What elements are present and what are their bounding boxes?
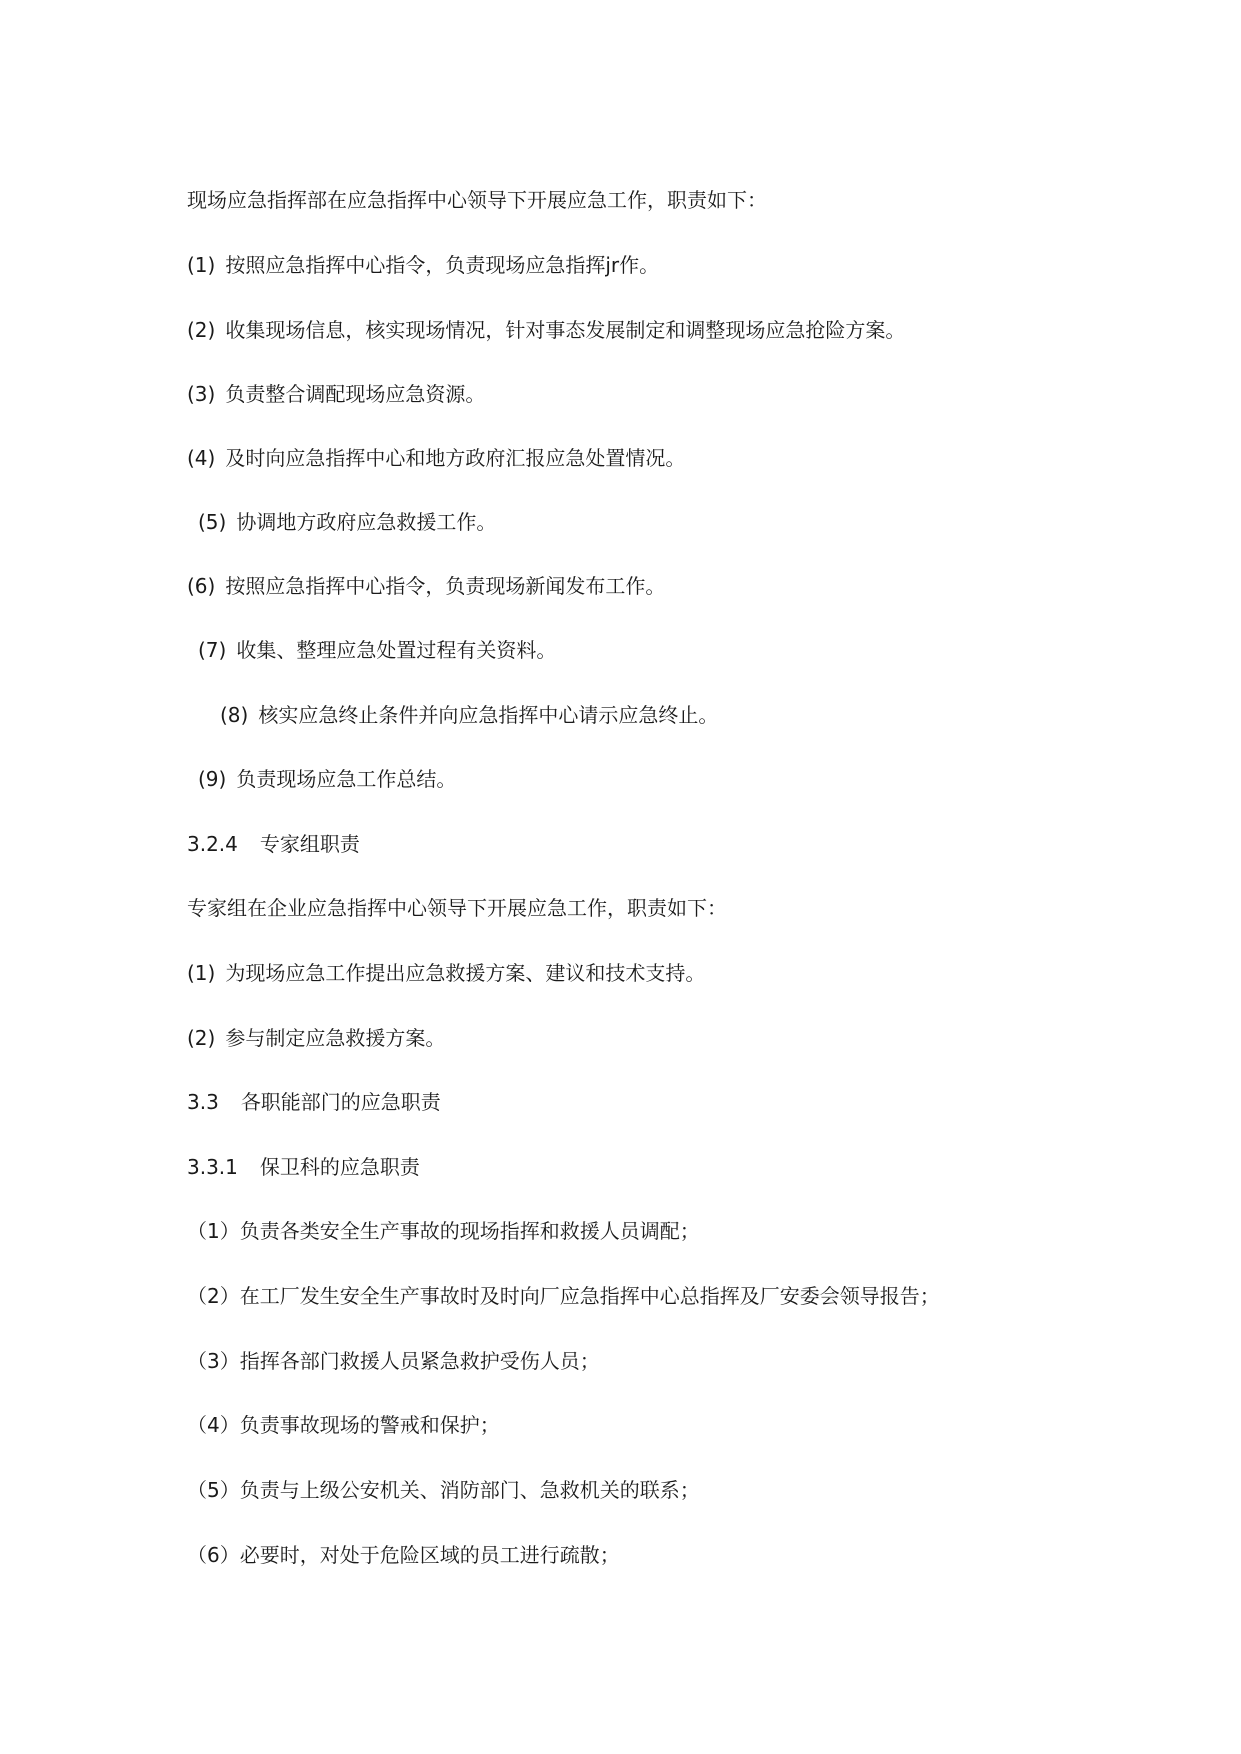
list-item [220, 701, 718, 729]
list-item [187, 380, 485, 408]
list-item [198, 765, 456, 793]
list-item [187, 444, 685, 472]
list-text: 收集现场信息，核实现场情况，针对事态发展制定和调整现场应急抢险方案。 [225, 318, 906, 342]
section-number: 3.2.4 [187, 832, 238, 856]
section-title: 保卫科的应急职责 [259, 1155, 420, 1179]
list-item: （6）必要时，对处于危险区域的员工进行疏散； [187, 1543, 620, 1567]
section-heading [187, 1153, 420, 1181]
section-title: 专家组职责 [259, 832, 360, 856]
section-heading [187, 830, 360, 858]
list-text: 及时向应急指挥中心和地方政府汇报应急处置情况。 [225, 446, 686, 470]
list-text: 协调地方政府应急救援工作。 [236, 510, 497, 534]
list-item [187, 316, 905, 344]
paragraph-expert-intro: 专家组在企业应急指挥中心领导下开展应急工作，职责如下： [187, 896, 727, 920]
list-item [198, 636, 556, 664]
section-number: 3.3 [187, 1090, 219, 1114]
section-title: 各职能部门的应急职责 [240, 1090, 441, 1114]
list-number: (4) [187, 446, 216, 470]
list-text: 为现场应急工作提出应急救援方案、建议和技术支持。 [225, 961, 706, 985]
list-text: 按照应急指挥中心指令，负责现场应急指挥jr作。 [225, 253, 660, 277]
list-item: （1）负责各类安全生产事故的现场指挥和救援人员调配； [187, 1219, 700, 1243]
list-item [187, 572, 665, 600]
list-number: (5) [198, 510, 227, 534]
list-item: （3）指挥各部门救援人员紧急救护受伤人员； [187, 1349, 600, 1373]
list-item: （2）在工厂发生安全生产事故时及时向厂应急指挥中心总指挥及厂安委会领导报告； [187, 1284, 940, 1308]
paragraph-intro: 现场应急指挥部在应急指挥中心领导下开展应急工作，职责如下： [187, 188, 767, 212]
list-item [187, 1024, 445, 1052]
section-heading [187, 1088, 441, 1116]
list-text: 负责现场应急工作总结。 [236, 767, 457, 791]
list-text: 参与制定应急救援方案。 [225, 1026, 446, 1050]
list-number: (7) [198, 638, 227, 662]
list-number: (8) [220, 703, 249, 727]
list-number: (2) [187, 318, 216, 342]
list-text: 核实应急终止条件并向应急指挥中心请示应急终止。 [258, 703, 719, 727]
list-item [198, 508, 496, 536]
list-number: (9) [198, 767, 227, 791]
list-item: （4）负责事故现场的警戒和保护； [187, 1413, 500, 1437]
list-text: 按照应急指挥中心指令，负责现场新闻发布工作。 [225, 574, 666, 598]
list-item [187, 959, 705, 987]
list-item [187, 251, 659, 279]
list-number: (6) [187, 574, 216, 598]
list-number: (1) [187, 253, 216, 277]
list-text: 收集、整理应急处置过程有关资料。 [236, 638, 557, 662]
list-number: (1) [187, 961, 216, 985]
list-item: （5）负责与上级公安机关、消防部门、急救机关的联系； [187, 1478, 700, 1502]
list-text: 负责整合调配现场应急资源。 [225, 382, 486, 406]
list-number: (3) [187, 382, 216, 406]
section-number: 3.3.1 [187, 1155, 238, 1179]
list-number: (2) [187, 1026, 216, 1050]
